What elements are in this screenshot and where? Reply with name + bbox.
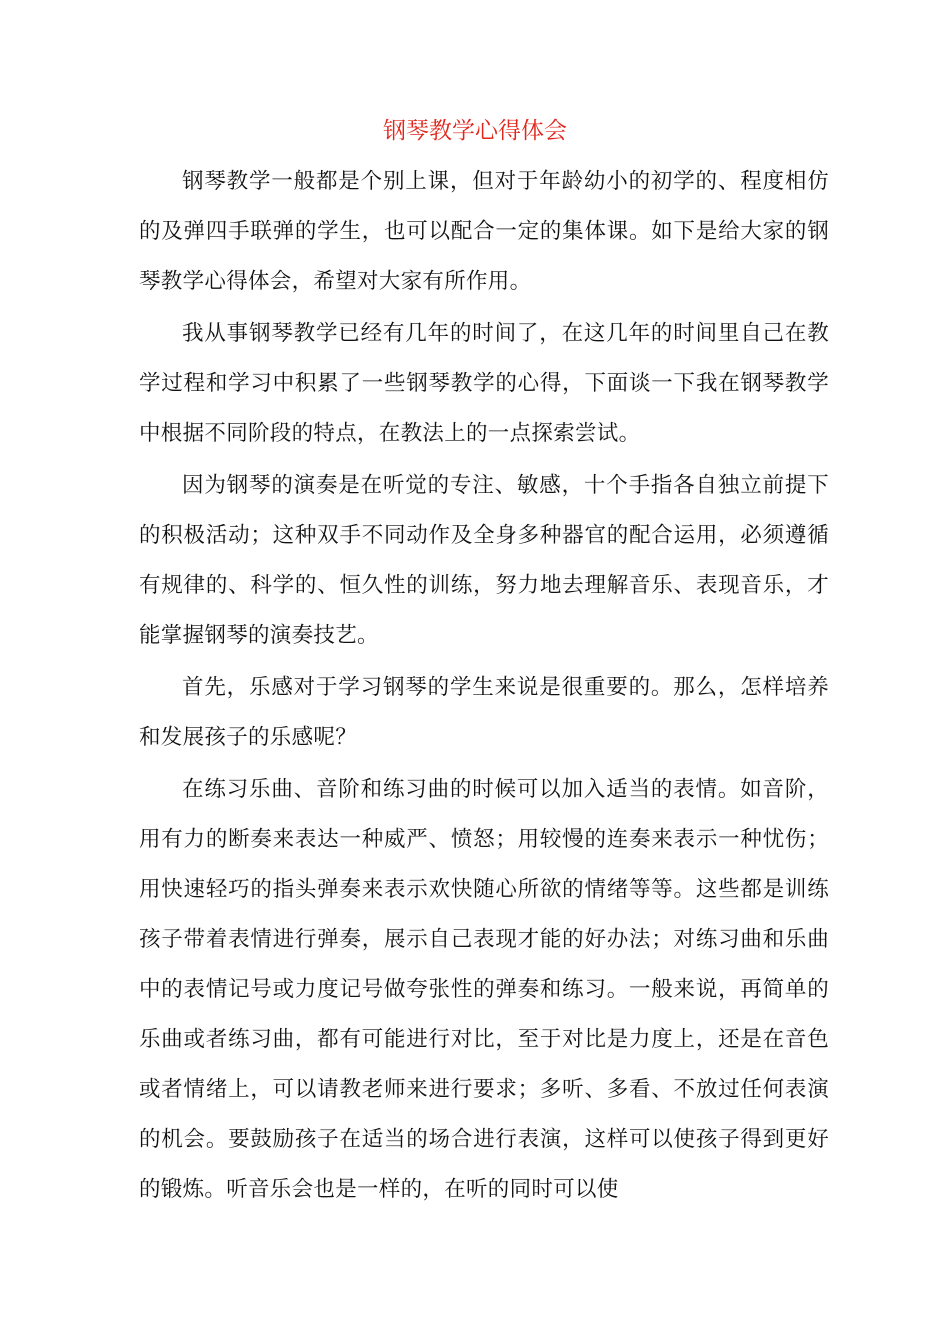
paragraph-practice: 在练习乐曲、音阶和练习曲的时候可以加入适当的表情。如音阶，用有力的断奏来表达一种威严、愤怒；用较慢的连奏来表示一种忧伤；用快速轻巧的指头弹奏来表示欢快随心所欲的情绪等等。这些都是训练孩子带着表情进行弹奏，展示自己表现才能的好办法；对练习曲和乐曲中的表情记号或力度记号做夸张性的弹奏和练习。一般来说，再简单的乐曲或者练习曲，都有可能进行对比，至于对比是力度上，还是在音色或者情绪上，可以请教老师来进行要求；多听、多看、不放过任何表演的机会。要鼓励孩子在适当的场合进行表演，这样可以使孩子得到更好的锻炼。听音乐会也是一样的，在听的同时可以使 <box>139 777 829 1202</box>
document-body <box>139 157 829 1217</box>
paragraph-performance: 因为钢琴的演奏是在听觉的专注、敏感，十个手指各自独立前提下的积极活动；这种双手不同动作及全身多种器官的配合运用，必须遵循有规律的、科学的、恒久性的训练，努力地去理解音乐、表现音乐，才能掌握钢琴的演奏技艺。 <box>139 473 829 648</box>
paragraph-intro: 钢琴教学一般都是个别上课，但对于年龄幼小的初学的、程度相仿的及弹四手联弹的学生，也可以配合一定的集体课。如下是给大家的钢琴教学心得体会，希望对大家有所作用。 <box>139 169 829 294</box>
paragraph-experience: 我从事钢琴教学已经有几年的时间了，在这几年的时间里自己在教学过程和学习中积累了一些钢琴教学的心得，下面谈一下我在钢琴教学中根据不同阶段的特点，在教法上的一点探索尝试。 <box>139 321 829 446</box>
document-title: 钢琴教学心得体会 <box>383 118 567 144</box>
paragraph-musicality: 首先，乐感对于学习钢琴的学生来说是很重要的。那么，怎样培养和发展孩子的乐感呢？ <box>139 675 829 750</box>
